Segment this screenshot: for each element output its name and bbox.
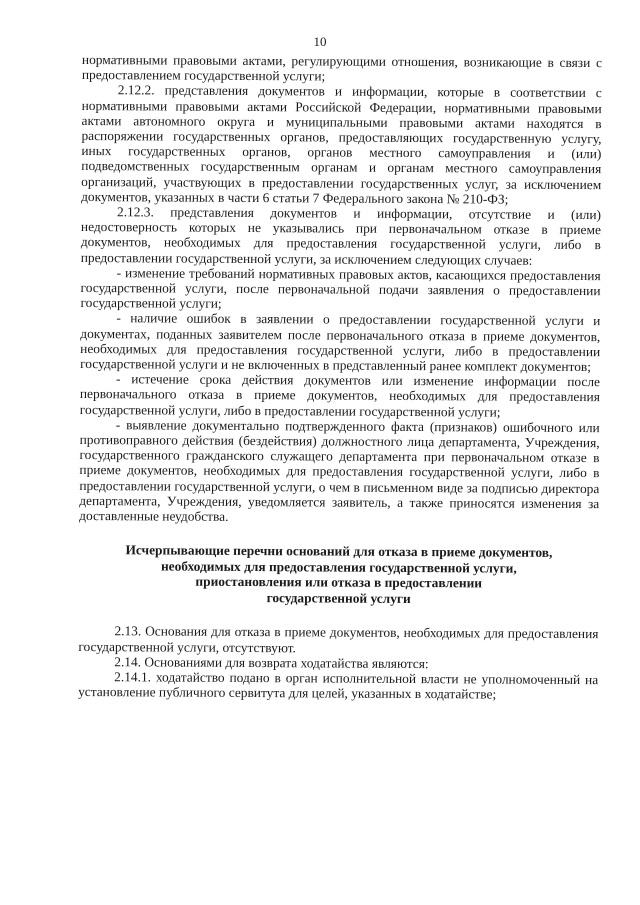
paragraph: 2.12.3. представления документов и информации, отсутствие и (или) недостоверность которых не указывались при первоначальном отказе в приеме документов, необходимых для предоставления государственной услуги, либо в предоставлении государственной услуги, за исключением следующих случаев: [80, 204, 602, 268]
paragraph: нормативными правовыми актами, регулирующими отношения, возникающие в связи с предоставлением государственной услуги; [81, 52, 602, 84]
list-item: - выявление документально подтвержденного факта (признаков) ошибочного или противоправного действия (бездействия) должностного лица департамента, Учреждения, государственного гражданского служащего департамента при первоначальном отказе в приеме документов, необходимых для предоставления государственной услуги, либо в предоставлении государственной услуги, о чем в письменном виде за подписью директора департамента, Учреждения, уведомляется заявитель, а также приносятся изменения за доставленные неудобства. [79, 417, 600, 524]
heading-line: государственной услуги [266, 589, 411, 606]
paragraph: 2.12.2. представления документов и информации, которые в соответствии с нормативными правовыми актами Российской Федерации, нормативными правовыми актами автономного округа и муниципальными правовыми актами находятся в распоряжении государственных органов, предоставляющих государственную услугу, иных государственных органов, органов местного самоуправления и (или) подведомственных государственным органам и органам местного самоуправления организаций, участвующих в предоставлении государственных услуг, за исключением документов, указанных в части 6 статьи 7 Федерального закона № 210-ФЗ; [81, 82, 602, 207]
paragraph: 2.13. Основания для отказа в приеме документов, необходимых для предоставления государственной услуги, отсутствуют. [78, 623, 599, 655]
heading-line: Исчерпывающие перечни оснований для отказа в приеме документов, [125, 542, 553, 561]
heading-line: необходимых для предоставления государственной услуги, [160, 558, 517, 576]
page-number: 10 [313, 34, 327, 49]
paragraphs-bottom [78, 623, 598, 702]
heading-line: приостановления или отказа в предоставлении [195, 573, 483, 591]
paragraph: 2.14. Основаниями для возврата ходатайства являются: [114, 653, 429, 671]
paragraph: 2.14.1. ходатайство подано в орган исполнительной власти не уполномоченный на установление публичного сервитута для целей, указанных в ходатайстве; [78, 669, 599, 702]
document-body [78, 52, 602, 702]
list-item: - истечение срока действия документов или изменение информации после первоначального отказа в приеме документов, необходимых для предоставления государственной услуги, либо в предоставлении государственной услуги; [79, 371, 601, 420]
list-item: - наличие ошибок в заявлении о предоставлении государственной услуги и документах, поданных заявителем после первоначального отказа в приеме документов, необходимых для предоставления государственной услуги, либо в предоставлении государственной услуги и не включенных в представленный ранее комплект документов; [80, 310, 601, 375]
paragraphs-top [79, 52, 602, 526]
list-item: - изменение требований нормативных правовых актов, касающихся предоставления государственной услуги, после первоначальной подачи заявления о предоставлении государственной услуги; [80, 265, 601, 312]
section-heading [87, 542, 591, 607]
